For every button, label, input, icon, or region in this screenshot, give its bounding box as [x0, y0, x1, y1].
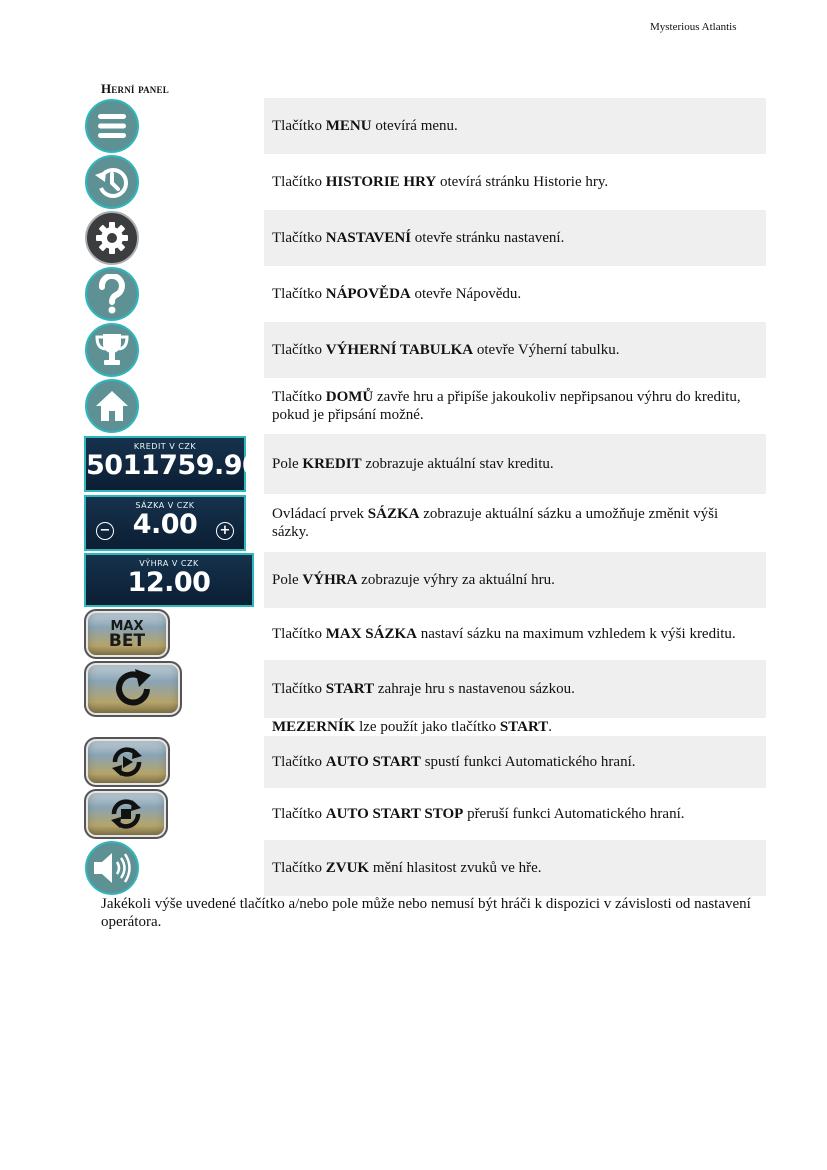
autoplay-stop-icon — [108, 796, 144, 832]
win-value: 12.00 — [127, 567, 211, 598]
table-row — [84, 608, 766, 660]
row-description: MEZERNÍK lze použít jako tlačítko START. — [272, 719, 553, 735]
table-row — [84, 840, 766, 896]
trophy-icon[interactable] — [85, 323, 139, 377]
max-bet-button[interactable] — [84, 609, 170, 659]
row-description: Tlačítko ZVUK mění hlasitost zvuků ve hře. — [264, 840, 766, 896]
home-icon[interactable] — [85, 379, 139, 433]
row-description: Tlačítko MENU otevírá menu. — [264, 98, 766, 154]
history-icon[interactable] — [85, 155, 139, 209]
row-description: Tlačítko AUTO START spustí funkci Automatického hraní. — [264, 736, 766, 788]
row-description: Pole KREDIT zobrazuje aktuální stav kreditu. — [264, 434, 766, 494]
menu-icon[interactable] — [85, 99, 139, 153]
max-bet-line1: MAX — [110, 619, 144, 634]
speaker-icon[interactable] — [85, 841, 139, 895]
row-description: Tlačítko NÁPOVĚDA otevře Nápovědu. — [272, 286, 522, 302]
credit-value: 5011759.90 — [86, 450, 261, 481]
table-row — [84, 266, 766, 322]
bet-value: 4.00 — [132, 509, 198, 540]
row-description: Tlačítko VÝHERNÍ TABULKA otevře Výherní tabulku. — [264, 322, 766, 378]
gear-icon[interactable] — [85, 211, 139, 265]
table-row — [84, 322, 766, 378]
row-description: Tlačítko AUTO START STOP přeruší funkci Automatického hraní. — [272, 806, 685, 822]
row-description: Tlačítko HISTORIE HRY otevírá stránku Historie hry. — [272, 174, 609, 190]
auto-start-stop-button[interactable] — [84, 789, 168, 839]
row-description: Tlačítko MAX SÁZKA nastaví sázku na maximum vzhledem k výši kreditu. — [272, 626, 736, 642]
table-row — [84, 434, 766, 494]
row-description: Ovládací prvek SÁZKA zobrazuje aktuální sázku a umožňuje změnit výši sázky. — [272, 506, 719, 540]
win-label: VÝHRA V CZK — [139, 559, 199, 568]
bet-label: SÁZKA V CZK — [135, 501, 195, 510]
max-bet-line2: BET — [108, 631, 146, 651]
bet-plus-button[interactable]: + — [216, 522, 234, 540]
document-title: Mysterious Atlantis — [650, 21, 737, 33]
auto-start-button[interactable] — [84, 737, 170, 787]
section-title: Herní panel — [101, 81, 169, 96]
table-row — [84, 494, 766, 552]
table-row — [84, 552, 766, 608]
row-description: Tlačítko START zahraje hru s nastavenou sázkou. — [264, 660, 766, 718]
footer-note: Jakékoli výše uvedené tlačítko a/nebo pole může nebo nemusí být hráči k dispozici v závislosti od nastavení operátora. — [101, 896, 751, 930]
start-button[interactable] — [84, 661, 182, 717]
row-description: Tlačítko NASTAVENÍ otevře stránku nastavení. — [264, 210, 766, 266]
bet-minus-button[interactable]: − — [96, 522, 114, 540]
table-row — [84, 154, 766, 210]
game-panel-table — [84, 98, 766, 896]
autoplay-icon — [109, 744, 145, 780]
refresh-icon — [111, 667, 155, 711]
table-row — [84, 378, 766, 434]
table-row — [84, 788, 766, 840]
credit-label: KREDIT V CZK — [133, 442, 197, 451]
win-field — [84, 553, 254, 607]
question-icon[interactable] — [85, 267, 139, 321]
table-row — [84, 210, 766, 266]
table-row — [84, 98, 766, 154]
table-row — [84, 736, 766, 788]
bet-field — [84, 495, 246, 551]
row-description: Pole VÝHRA zobrazuje výhry za aktuální hru. — [264, 552, 766, 608]
row-description: Tlačítko DOMŮ zavře hru a připíše jakoukoliv nepřipsanou výhru do kreditu, pokud je připsání možné. — [272, 389, 741, 423]
credit-field — [84, 436, 261, 492]
table-row — [84, 660, 766, 718]
table-row — [84, 718, 766, 736]
